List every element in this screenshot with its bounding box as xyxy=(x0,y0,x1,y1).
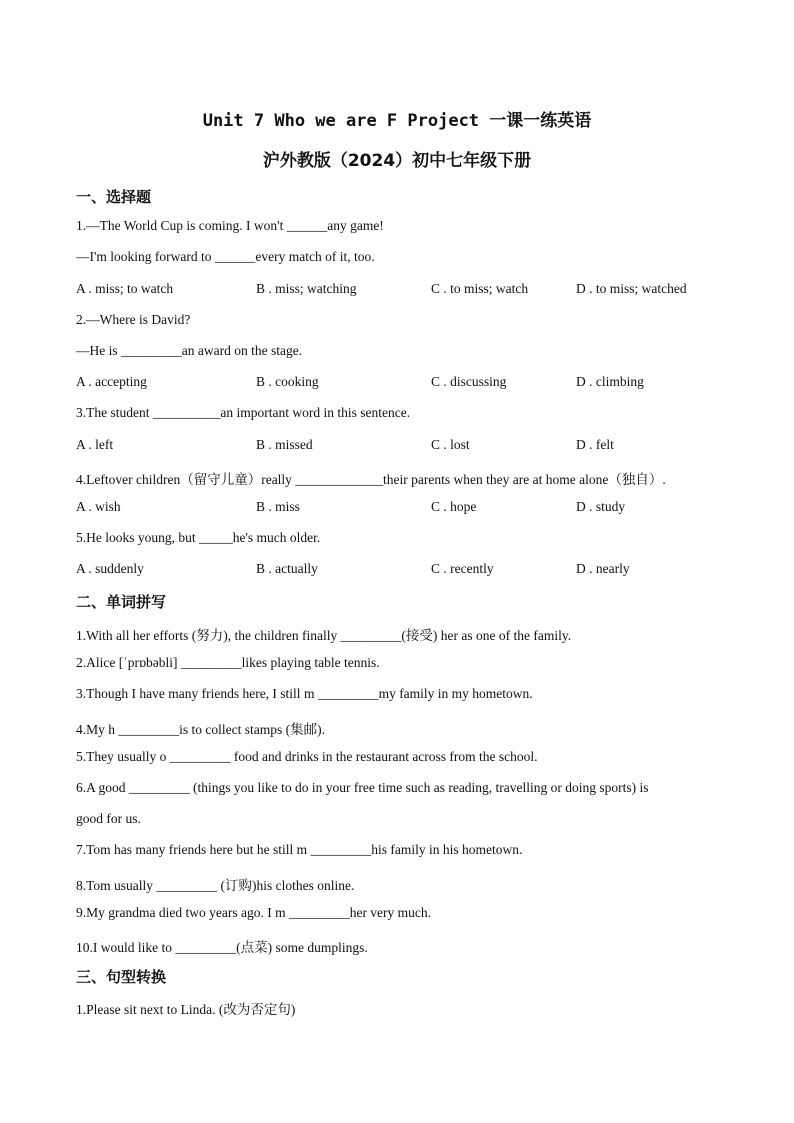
document-title: Unit 7 Who we are F Project 一课一练英语 xyxy=(202,111,592,131)
option-a: A . suddenly xyxy=(76,561,144,576)
question-4-prompt: 4.Leftover children（留守儿童）really _____________their parents when they are at home alone（独自）. xyxy=(76,472,666,487)
spelling-item-7: 7.Tom has many friends here but he still m _________his family in his hometown. xyxy=(76,842,523,857)
spelling-item-6-continued: good for us. xyxy=(76,811,141,826)
option-b: B . miss; watching xyxy=(256,281,357,296)
spelling-item-9: 9.My grandma died two years ago. I m _________her very much. xyxy=(76,905,432,920)
question-2-response: —He is _________an award on the stage. xyxy=(76,343,303,358)
question-1-prompt: 1.—The World Cup is coming. I won't ______any game! xyxy=(76,218,384,233)
document-subtitle: 沪外教版（2024）初中七年级下册 xyxy=(262,151,532,171)
spelling-item-8: 8.Tom usually _________ (订购)his clothes online. xyxy=(76,878,355,893)
option-c: C . to miss; watch xyxy=(431,281,529,296)
spelling-item-2: 2.Alice [ˈprɒbəbli] _________likes playing table tennis. xyxy=(76,655,380,670)
section-heading-spelling: 二、单词拼写 xyxy=(76,593,167,611)
option-a: A . left xyxy=(76,437,114,452)
spelling-item-4: 4.My h _________is to collect stamps (集邮). xyxy=(76,722,325,737)
option-b: B . cooking xyxy=(256,374,319,389)
option-d: D . nearly xyxy=(576,561,630,576)
option-b: B . miss xyxy=(256,499,300,514)
section-heading-multiple-choice: 一、选择题 xyxy=(76,188,152,206)
spelling-item-1: 1.With all her efforts (努力), the children finally _________(接受) her as one of the family. xyxy=(76,628,572,643)
option-b: B . actually xyxy=(256,561,318,576)
question-2-prompt: 2.—Where is David? xyxy=(76,312,191,327)
question-1-response: —I'm looking forward to ______every match of it, too. xyxy=(76,249,375,264)
option-a: A . wish xyxy=(76,499,121,514)
option-c: C . recently xyxy=(431,561,494,576)
option-b: B . missed xyxy=(256,437,313,452)
spelling-item-3: 3.Though I have many friends here, I still m _________my family in my hometown. xyxy=(76,686,533,701)
option-d: D . felt xyxy=(576,437,614,452)
option-c: C . hope xyxy=(431,499,477,514)
transform-item-1: 1.Please sit next to Linda. (改为否定句) xyxy=(76,1002,296,1017)
option-d: D . climbing xyxy=(576,374,644,389)
option-a: A . miss; to watch xyxy=(76,281,174,296)
spelling-item-6: 6.A good _________ (things you like to do in your free time such as reading, travelling or doing sports) is xyxy=(76,780,649,795)
option-d: D . study xyxy=(576,499,626,514)
question-5-prompt: 5.He looks young, but _____he's much older. xyxy=(76,530,321,545)
question-3-prompt: 3.The student __________an important word in this sentence. xyxy=(76,405,411,420)
option-c: C . discussing xyxy=(431,374,507,389)
section-heading-sentence-transform: 三、句型转换 xyxy=(76,968,167,986)
option-c: C . lost xyxy=(431,437,470,452)
spelling-item-5: 5.They usually o _________ food and drinks in the restaurant across from the school. xyxy=(76,749,538,764)
option-d: D . to miss; watched xyxy=(576,281,687,296)
spelling-item-10: 10.I would like to _________(点菜) some dumplings. xyxy=(76,940,368,955)
option-a: A . accepting xyxy=(76,374,147,389)
